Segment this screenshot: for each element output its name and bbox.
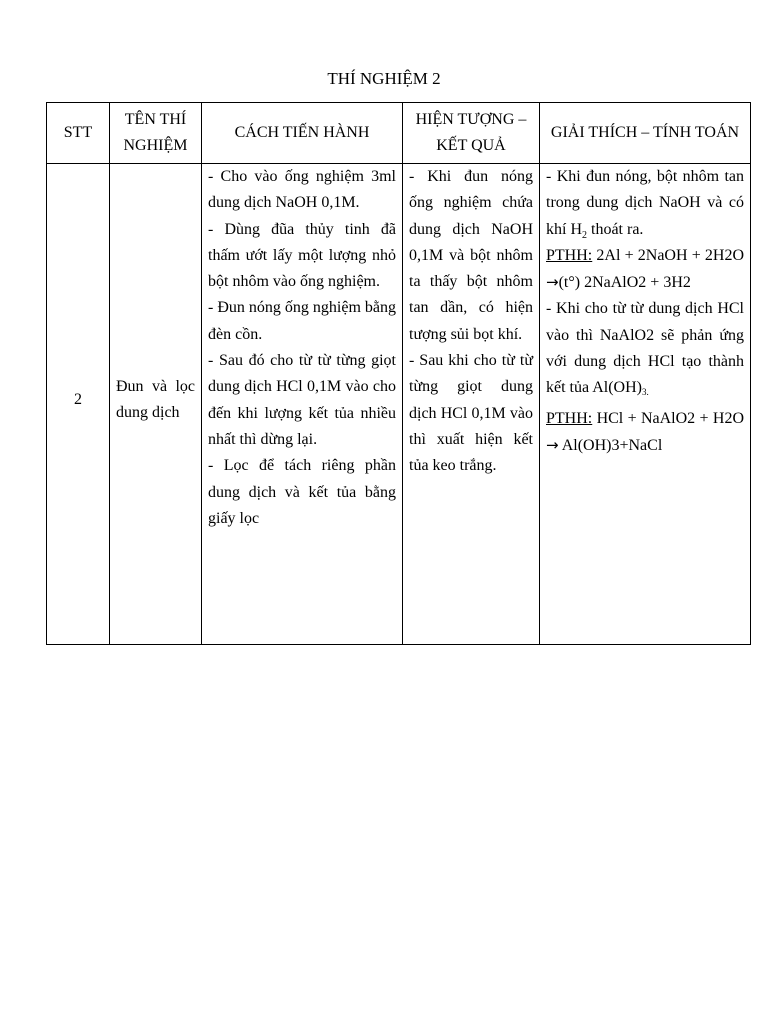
equation-label: PTHH: — [546, 409, 593, 427]
header-phenomenon: HIỆN TƯỢNG – KẾT QUẢ — [403, 103, 540, 164]
procedure-step: - Cho vào ống nghiệm 3ml dung dịch NaOH 0,1M. — [208, 168, 396, 212]
equation-products: Al(OH)3+NaCl — [558, 436, 663, 454]
procedure-step: - Lọc để tách riêng phần dung dịch và kết tủa bằng giấy lọc — [208, 457, 396, 527]
equation-reactants: 2Al + 2NaOH + 2H2O — [592, 246, 744, 264]
cell-procedure — [202, 164, 403, 645]
header-stt: STT — [47, 103, 110, 164]
equation-reactants: HCl + NaAlO2 + H2O — [592, 409, 744, 427]
cell-explanation — [540, 164, 751, 645]
cell-name: Đun và lọc dung dịch — [110, 164, 202, 645]
cell-stt: 2 — [47, 164, 110, 645]
subscript: 2 — [582, 229, 587, 241]
header-name: TÊN THÍ NGHIỆM — [110, 103, 202, 164]
explanation-text: - Khi đun nóng, bột nhôm tan trong dung dịch NaOH và có khí H — [546, 168, 744, 238]
equation-2 — [546, 406, 744, 460]
explanation-paragraph-2 — [546, 296, 744, 405]
table-header-row — [47, 103, 751, 164]
procedure-step: - Sau đó cho từ từ từng giọt dung dịch HCl 0,1M vào cho đến khi lượng kết tủa nhiều nhất thì dừng lại. — [208, 352, 396, 448]
explanation-text: thoát ra. — [587, 220, 644, 238]
table-row — [47, 164, 751, 645]
cell-phenomenon — [403, 164, 540, 645]
explanation-text: - Khi cho từ từ dung dịch HCl vào thì NaAlO2 sẽ phản ứng với dung dịch HCl tạo thành kết tủa Al(OH) — [546, 300, 744, 397]
equation-1 — [546, 243, 744, 297]
header-procedure: CÁCH TIẾN HÀNH — [202, 103, 403, 164]
header-explanation: GIẢI THÍCH – TÍNH TOÁN — [540, 103, 751, 164]
equation-label: PTHH: — [546, 246, 593, 264]
equation-products: (t°) 2NaAlO2 + 3H2 — [558, 274, 691, 292]
document-title: THÍ NGHIỆM 2 — [327, 69, 441, 88]
phenomenon-item: - Sau khi cho từ từ từng giọt dung dịch HCl 0,1M vào thì xuất hiện kết tủa keo trắng. — [409, 352, 533, 475]
explanation-paragraph-1 — [546, 164, 744, 243]
experiment-table — [46, 102, 751, 645]
arrow-right-icon: → — [546, 435, 559, 454]
procedure-step: - Dùng đũa thủy tinh đã thấm ướt lấy một lượng nhỏ bột nhôm vào ống nghiệm. — [208, 220, 396, 291]
phenomenon-item: - Khi đun nóng ống nghiệm chứa dung dịch NaOH 0,1M và bột nhôm ta thấy bột nhôm tan dần, có hiện tượng sủi bọt khí. — [409, 168, 533, 343]
procedure-step: - Đun nóng ống nghiệm bằng đèn cồn. — [208, 299, 396, 343]
subscript: 3. — [641, 387, 649, 398]
arrow-right-icon: → — [546, 273, 559, 292]
